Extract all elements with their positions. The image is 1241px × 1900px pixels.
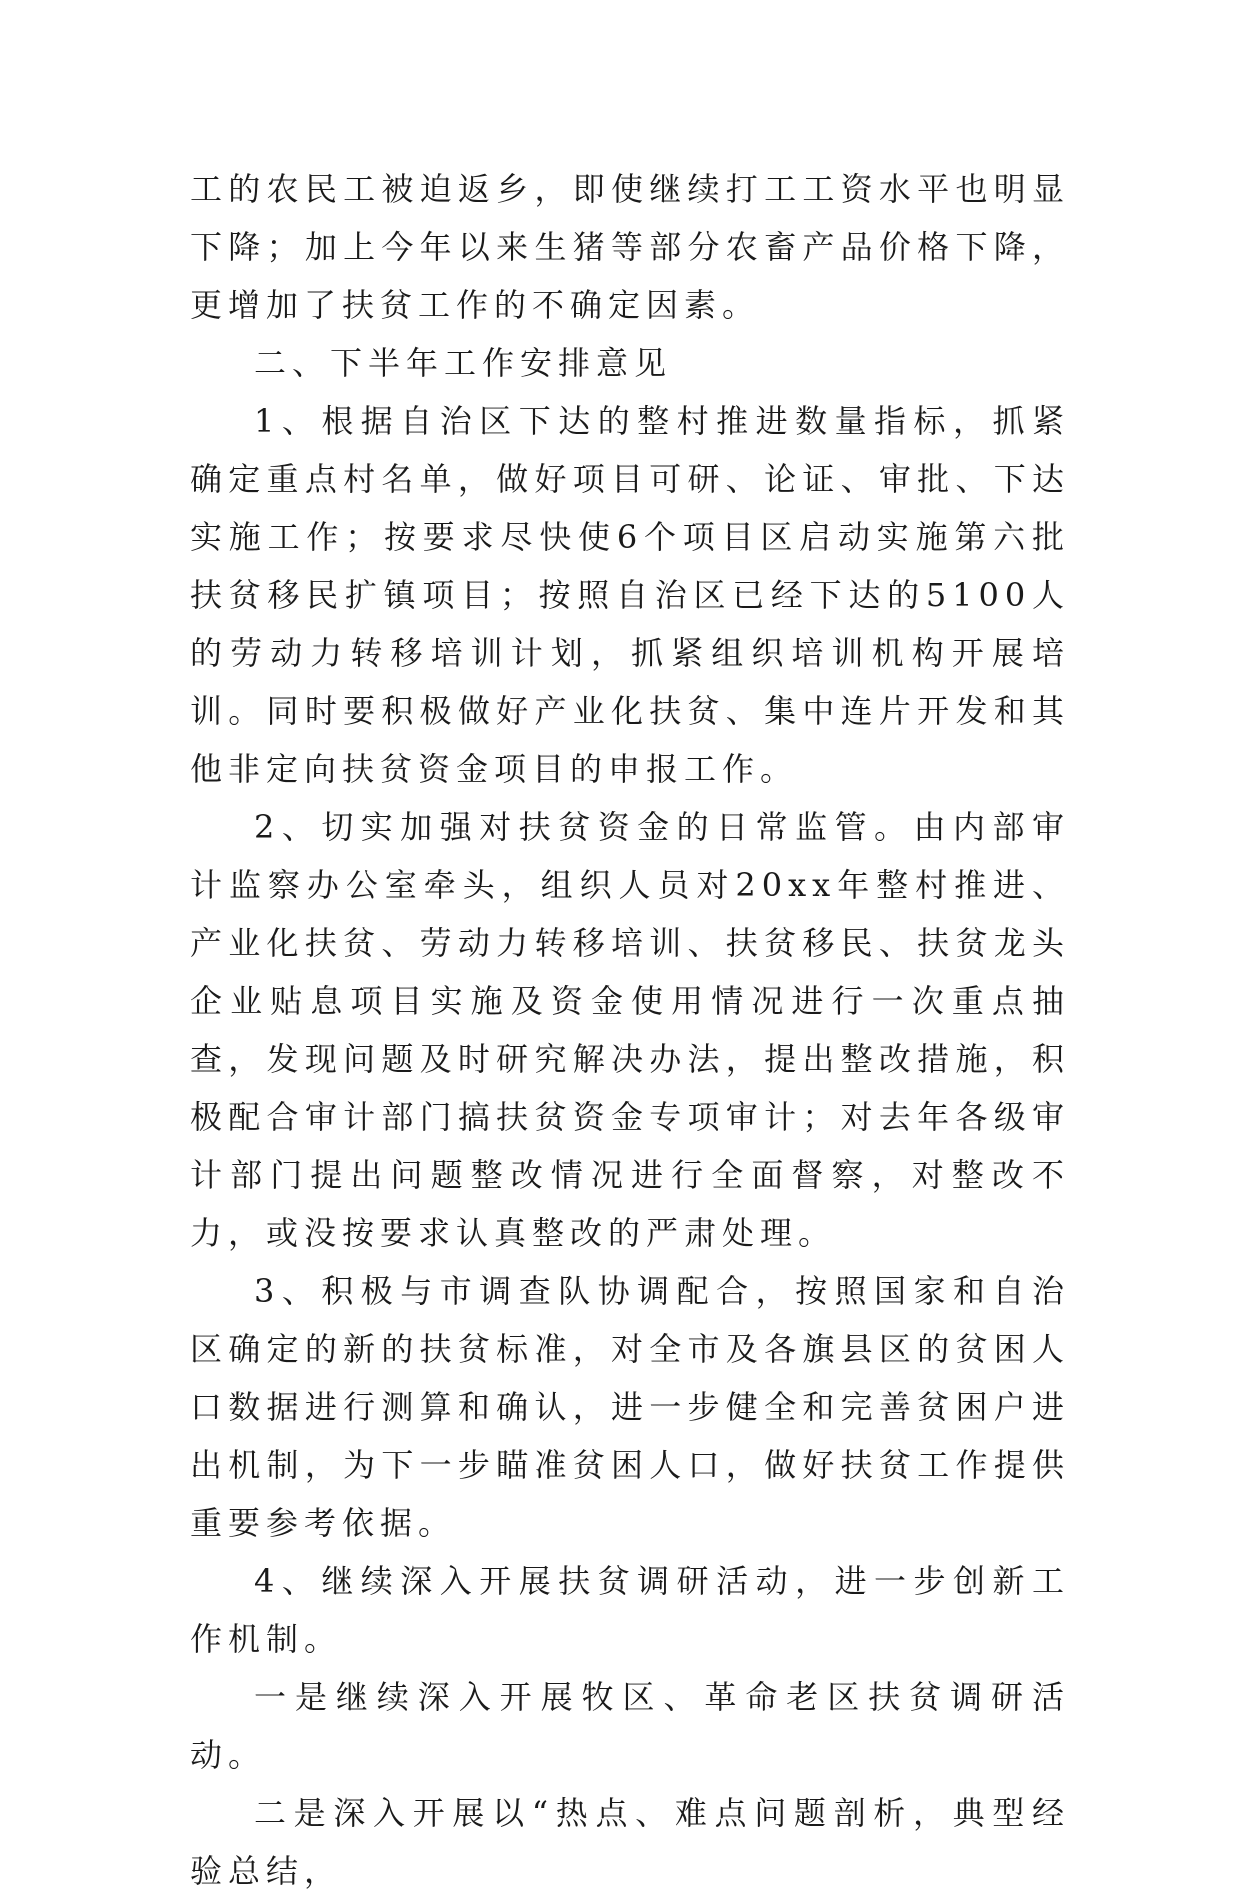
paragraph-item-2: 2、切实加强对扶贫资金的日常监管。由内部审计监察办公室牵头，组织人员对20xx年整村推进、产业化扶贫、劳动力转移培训、扶贫移民、扶贫龙头企业贴息项目实施及资金使用情况进行一次重点抽查，发现问题及时研究解决办法，提出整改措施，积极配合审计部门搞扶贫资金专项审计；对去年各级审计部门提出问题整改情况进行全面督察，对整改不力，或没按要求认真整改的严肃处理。 [190, 808, 1070, 1252]
paragraph-continuation: 工的农民工被迫返乡，即使继续打工工资水平也明显下降；加上今年以来生猪等部分农畜产品价格下降，更增加了扶贫工作的不确定因素。 [190, 170, 1070, 324]
paragraph-subitem-2: 二是深入开展以“热点、难点问题剖析，典型经验总结， [190, 1794, 1070, 1890]
paragraph-item-1: 1、根据自治区下达的整村推进数量指标，抓紧确定重点村名单，做好项目可研、论证、审批、下达实施工作；按要求尽快使6个项目区启动实施第六批扶贫移民扩镇项目；按照自治区已经下达的5100人的劳动力转移培训计划，抓紧组织培训机构开展培训。同时要积极做好产业化扶贫、集中连片开发和其他非定向扶贫资金项目的申报工作。 [190, 402, 1070, 788]
paragraph-item-4: 4、继续深入开展扶贫调研活动，进一步创新工作机制。 [190, 1562, 1070, 1658]
document-body [190, 160, 1070, 1900]
paragraph-item-3: 3、积极与市调查队协调配合，按照国家和自治区确定的新的扶贫标准，对全市及各旗县区的贫困人口数据进行测算和确认，进一步健全和完善贫困户进出机制，为下一步瞄准贫困人口，做好扶贫工作提供重要参考依据。 [190, 1272, 1070, 1542]
section-heading: 二、下半年工作安排意见 [254, 344, 673, 382]
paragraph-subitem-1: 一是继续深入开展牧区、革命老区扶贫调研活动。 [190, 1678, 1070, 1774]
